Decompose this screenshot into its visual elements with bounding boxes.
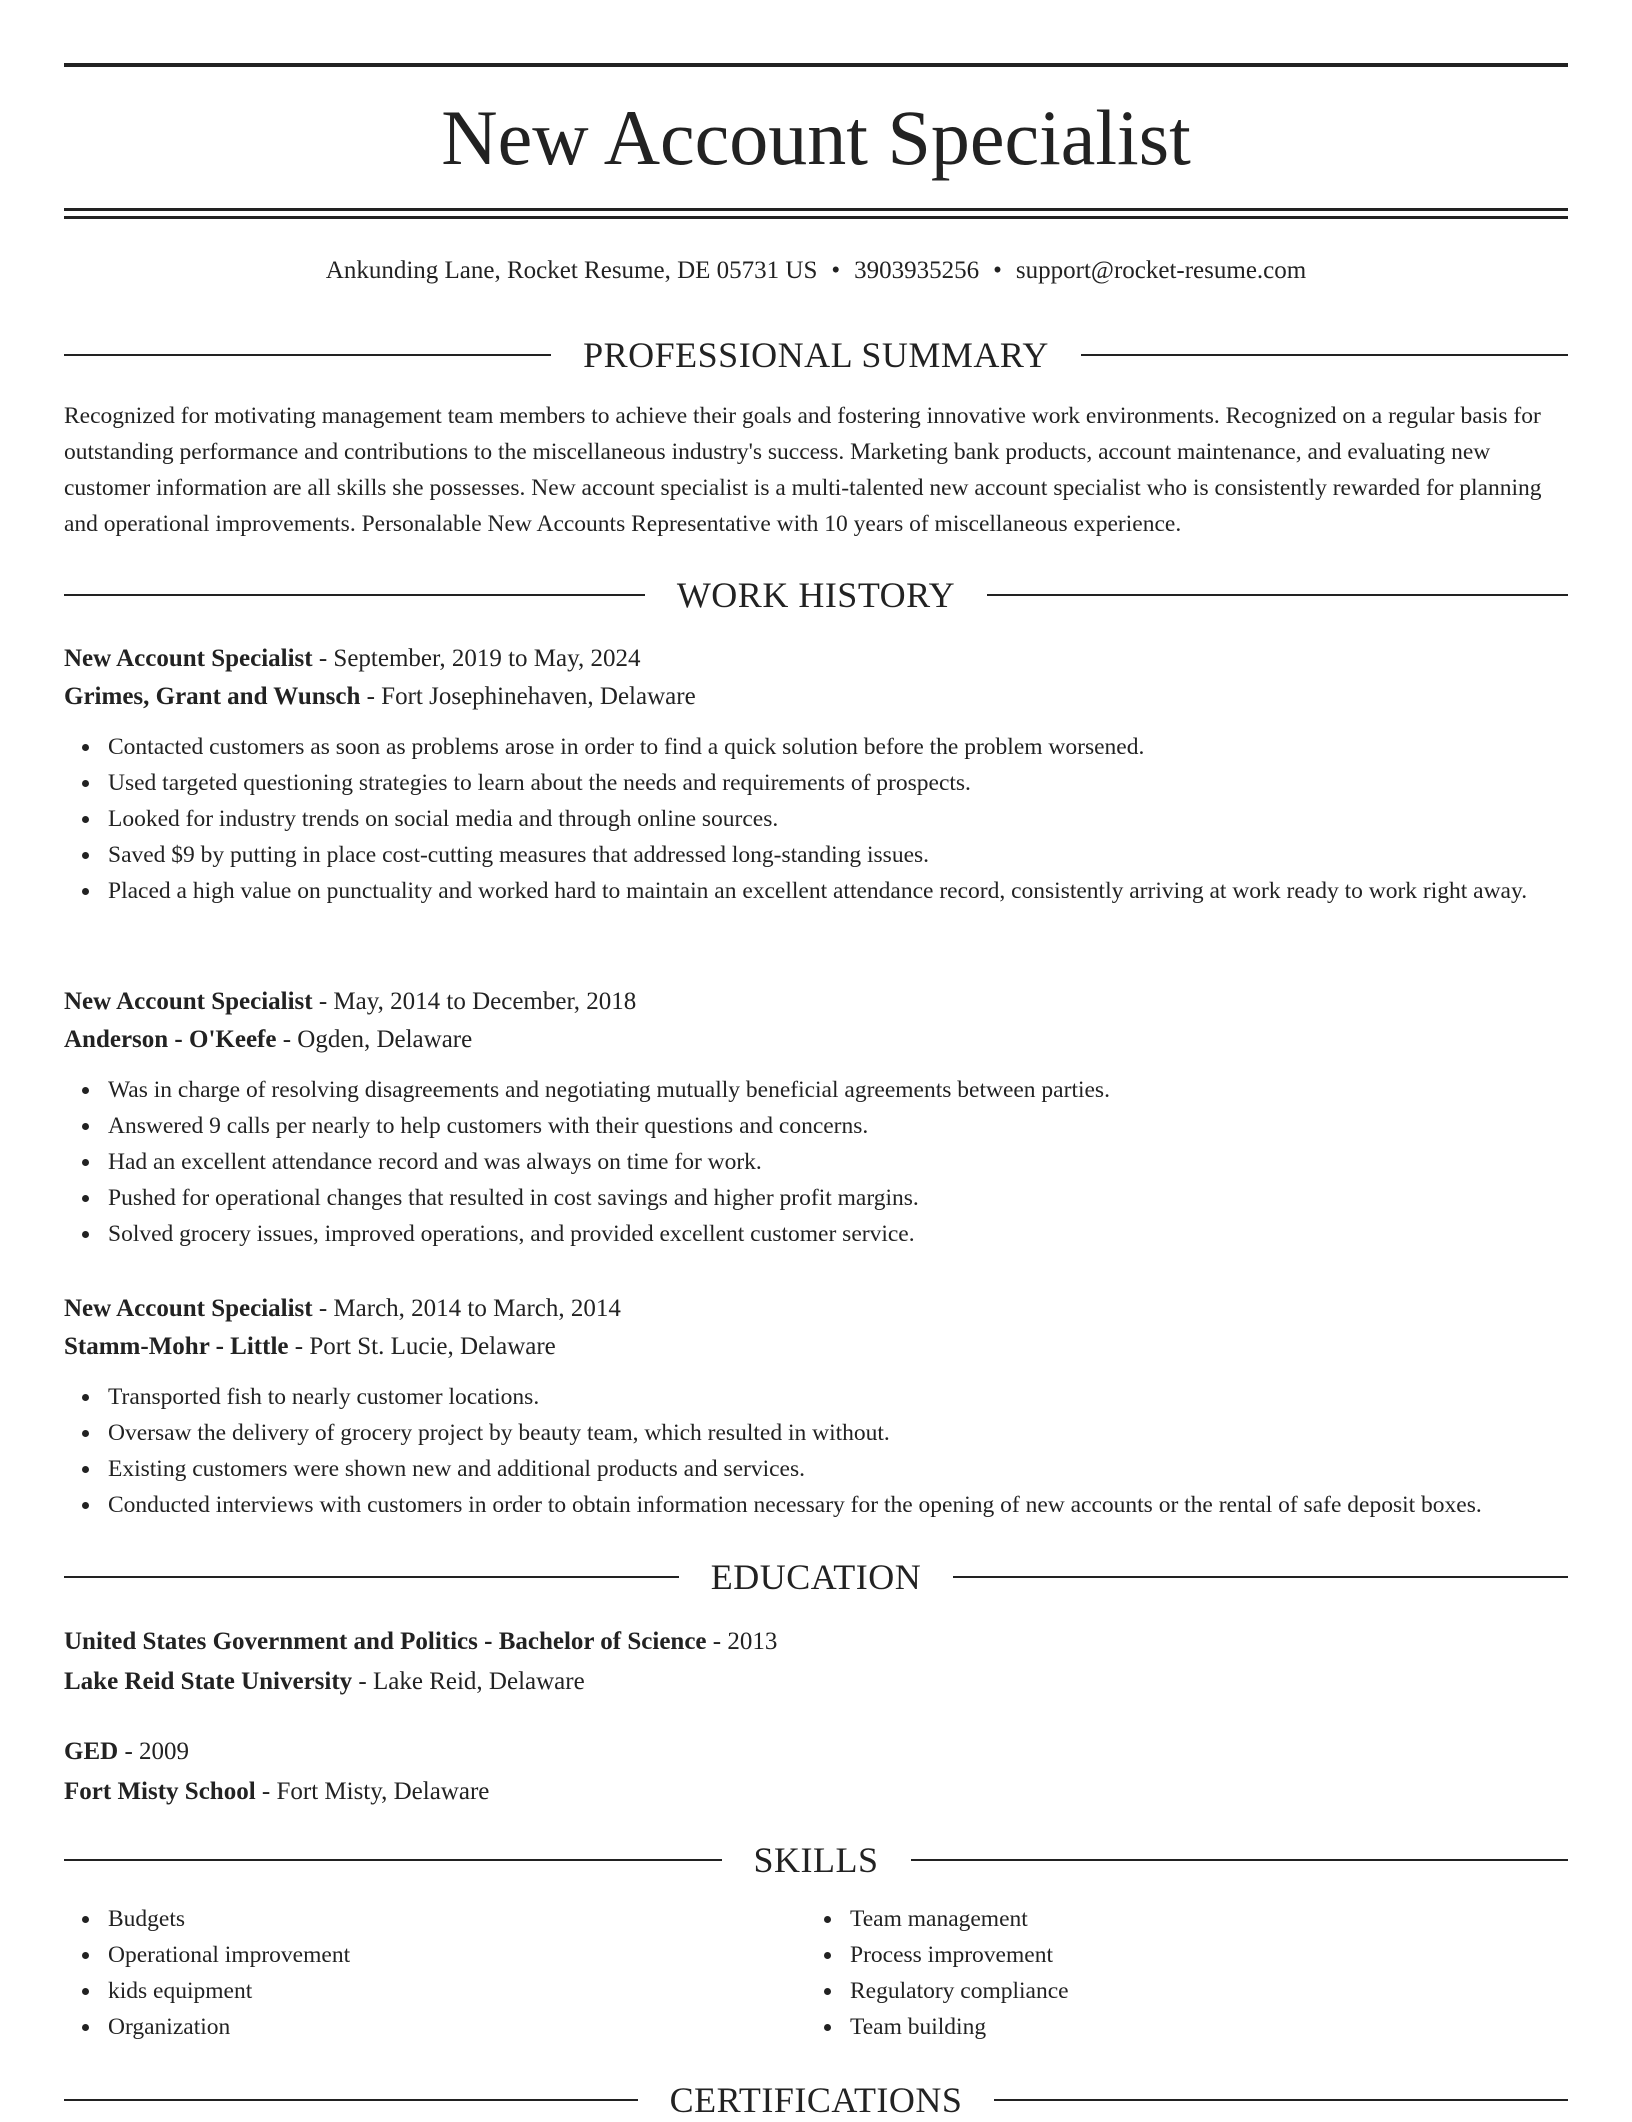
header-rule-lower: [64, 216, 1568, 219]
contact-email: support@rocket-resume.com: [1015, 257, 1307, 284]
divider: [64, 2099, 638, 2101]
skills-list: [806, 1901, 1506, 2045]
divider: [64, 354, 551, 356]
education-year: - 2009: [118, 1738, 190, 1765]
page-title: New Account Specialist: [441, 94, 1191, 181]
job-location: - Ogden, Delaware: [276, 1026, 473, 1053]
skill-item: Team building: [850, 2009, 1506, 2045]
divider: [994, 2099, 1568, 2101]
divider: [64, 1576, 679, 1578]
divider: [64, 594, 645, 596]
job-bullets: [64, 729, 1568, 909]
section-heading-education: [64, 1555, 1568, 1599]
education-school-line: [64, 1662, 1568, 1702]
section-heading-label: EDUCATION: [710, 1557, 922, 1597]
section-heading-label: SKILLS: [753, 1840, 879, 1880]
contact-address: Ankunding Lane, Rocket Resume, DE 05731 US: [325, 257, 818, 284]
list-item: Used targeted questioning strategies to learn about the needs and requirements of prospects.: [108, 765, 1568, 801]
job-title: New Account Specialist: [64, 988, 313, 1015]
skill-item: Regulatory compliance: [850, 1973, 1506, 2009]
header-top-rule: [64, 63, 1568, 67]
list-item: Conducted interviews with customers in order to obtain information necessary for the opening of new accounts or the rental of safe deposit boxes.: [108, 1487, 1568, 1523]
section-heading-label: PROFESSIONAL SUMMARY: [583, 335, 1049, 375]
contact-separator: •: [993, 257, 1002, 284]
list-item: Looked for industry trends on social media and through online sources.: [108, 801, 1568, 837]
job-location: - Port St. Lucie, Delaware: [288, 1333, 556, 1360]
divider: [987, 594, 1568, 596]
list-item: Transported fish to nearly customer locations.: [108, 1379, 1568, 1415]
education-school: Fort Misty School: [64, 1778, 256, 1805]
list-item: Was in charge of resolving disagreements and negotiating mutually beneficial agreements between parties.: [108, 1072, 1568, 1108]
contact-phone: 3903935256: [854, 257, 980, 284]
skill-item: Operational improvement: [108, 1937, 764, 1973]
skill-item: Process improvement: [850, 1937, 1506, 1973]
job-company-line: [64, 1021, 1568, 1059]
education-location: - Fort Misty, Delaware: [255, 1778, 490, 1805]
skill-item: Team management: [850, 1901, 1506, 1937]
job-company-line: [64, 1328, 1568, 1366]
section-heading-certifications: [64, 2078, 1568, 2122]
job-dates: - May, 2014 to December, 2018: [312, 988, 637, 1015]
divider: [953, 1576, 1568, 1578]
job-title: New Account Specialist: [64, 1295, 313, 1322]
list-item: Had an excellent attendance record and was always on time for work.: [108, 1144, 1568, 1180]
job-title-line: [64, 640, 1568, 678]
job-company-line: [64, 678, 1568, 716]
job-entry: [64, 640, 1568, 909]
list-item: Placed a high value on punctuality and worked hard to maintain an excellent attendance record, consistently arriving at work ready to work right away.: [108, 873, 1568, 909]
job-company: Grimes, Grant and Wunsch: [64, 683, 361, 710]
job-location: - Fort Josephinehaven, Delaware: [360, 683, 696, 710]
job-company: Anderson - O'Keefe: [64, 1026, 277, 1053]
skills-column-left: [64, 1901, 764, 2045]
education-location: - Lake Reid, Delaware: [352, 1668, 585, 1695]
job-dates: - March, 2014 to March, 2014: [312, 1295, 621, 1322]
education-entry: [64, 1732, 1568, 1812]
list-item: Solved grocery issues, improved operations, and provided excellent customer service.: [108, 1216, 1568, 1252]
contact-line: [64, 254, 1568, 288]
divider: [911, 1859, 1569, 1861]
list-item: Answered 9 calls per nearly to help customers with their questions and concerns.: [108, 1108, 1568, 1144]
skill-item: kids equipment: [108, 1973, 764, 2009]
education-entry: [64, 1622, 1568, 1702]
job-company: Stamm-Mohr - Little: [64, 1333, 289, 1360]
section-heading-summary: [64, 333, 1568, 377]
list-item: Saved $9 by putting in place cost-cutting measures that addressed long-standing issues.: [108, 837, 1568, 873]
job-title-line: [64, 983, 1568, 1021]
section-heading-label: WORK HISTORY: [676, 575, 956, 615]
list-item: Oversaw the delivery of grocery project by beauty team, which resulted in without.: [108, 1415, 1568, 1451]
skills-column-right: [806, 1901, 1506, 2045]
education-school-line: [64, 1772, 1568, 1812]
divider: [64, 1859, 722, 1861]
summary-text: Recognized for motivating management team members to achieve their goals and fostering innovative work environments. Recognized on a regular basis for outstanding performance and contributions to the miscellaneous industry's success. Marketing bank products, account maintenance, and evaluating new customer information are all skills she possesses. New account specialist is a multi-talented new account specialist who is consistently rewarded for planning and operational improvements. Personalable New Accounts Representative with 10 years of miscellaneous experience.: [64, 403, 1542, 537]
divider: [1081, 354, 1568, 356]
skill-item: Budgets: [108, 1901, 764, 1937]
job-bullets: [64, 1379, 1568, 1523]
job-entry: [64, 1290, 1568, 1523]
job-bullets: [64, 1072, 1568, 1252]
section-heading-skills: [64, 1838, 1568, 1882]
job-entry: [64, 983, 1568, 1252]
job-title: New Account Specialist: [64, 645, 313, 672]
section-heading-label: CERTIFICATIONS: [669, 2080, 963, 2120]
job-title-line: [64, 1290, 1568, 1328]
skills-list: [64, 1901, 764, 2045]
header-rule-upper: [64, 208, 1568, 211]
education-degree: United States Government and Politics - Bachelor of Science: [64, 1628, 707, 1655]
skill-item: Organization: [108, 2009, 764, 2045]
list-item: Existing customers were shown new and additional products and services.: [108, 1451, 1568, 1487]
section-heading-work: [64, 573, 1568, 617]
list-item: Contacted customers as soon as problems arose in order to find a quick solution before the problem worsened.: [108, 729, 1568, 765]
education-degree-line: [64, 1622, 1568, 1662]
education-degree-line: [64, 1732, 1568, 1772]
list-item: Pushed for operational changes that resulted in cost savings and higher profit margins.: [108, 1180, 1568, 1216]
job-dates: - September, 2019 to May, 2024: [312, 645, 641, 672]
education-school: Lake Reid State University: [64, 1668, 353, 1695]
contact-separator: •: [831, 257, 841, 284]
education-year: - 2013: [706, 1628, 778, 1655]
education-degree: GED: [64, 1738, 119, 1765]
